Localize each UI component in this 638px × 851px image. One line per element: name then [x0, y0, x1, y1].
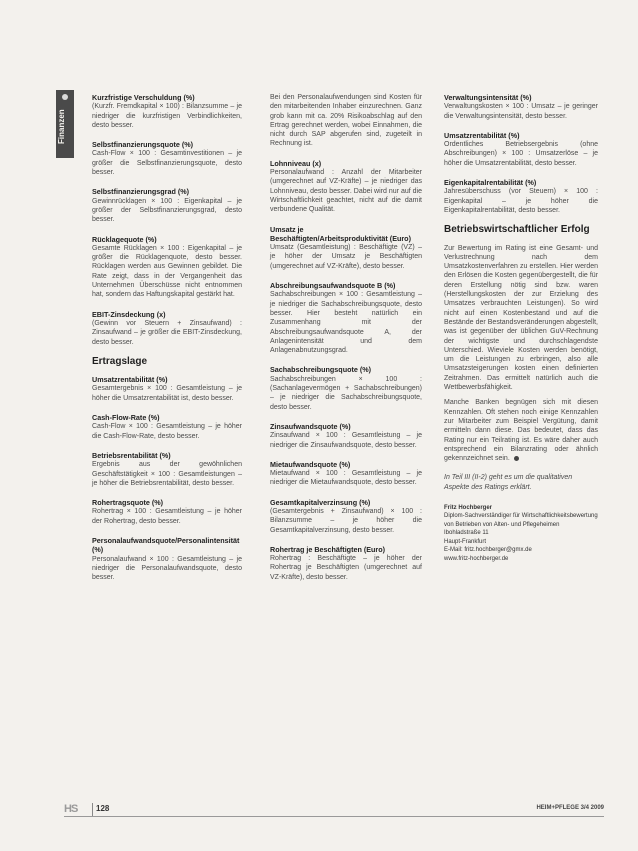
ratio-description: Zinsaufwand × 100 : Gesamtleistung – je niedriger die Zinsaufwandsquote, desto besser. — [270, 432, 422, 449]
ratio-block — [92, 93, 242, 130]
ratio-heading: Rohertragsquote (%) — [92, 498, 164, 508]
ratio-description: Cash-Flow × 100 : Gesamtinvestitionen – je größer die Selbstfinanzierungsquote, desto besser. — [92, 150, 242, 177]
paragraph-text: Zur Bewertung im Rating ist eine Gesamt- und Verlustrechnung nach dem Umsatzkostenverfahren zu erstellen. Hier werden den Erlösen die Kosten gegenübergestellt, die für deren Erstellung nötig sind bzw. waren (Herstellungskosten der zur Erzielung des Umsatzes verbrauchten Leistungen). So wird nicht auf einen Kostenbestand und auf die Bestände der Bestandsveränderungen abgestellt, was ist gegenüber der üblichen GuV-Rechnung der wichtigste und durchschlagendste Unterschied. Wieviele Kosten werden benötigt, um die Leistungen zu erbringen, also alle Umsatzsteigerungen kosten einen definierten Zeitrahmen. Das ermittelt natürlich auch die Wettbewerbsfähigkeit. — [444, 244, 598, 392]
paragraph-text: Manche Banken begnügen sich mit diesen Kennzahlen. Oft stehen noch einige Kennzahlen zur Mitarbeiter zum Beispiel Vergütung, damit ermitteln dann diese. Das bedeutet, dass das Rating nur ein Teilrating ist. Es wäre daher auch entsprechend ein Bilanzrating oder ähnlich gekennzeichnet sein. — [444, 399, 598, 463]
ratio-description: Sachabschreibungen × 100 : Gesamtleistung – je niedriger die Sachabschreibungsquote, desto besser. Hier besteht natürlich ein Zusammenhang mit der Abschreibungsaufwandsquote A, der Anlagenintensität und dem Anlagenabnutzungsgrad. — [270, 291, 422, 355]
ratio-description: Personalaufwand × 100 : Gesamtleistung – je niedriger die Personalaufwandsquote, desto besser. — [92, 555, 242, 582]
page-footer — [64, 803, 604, 817]
ratio-description: Jahresüberschuss (vor Steuern) × 100 : Eigenkapital – je höher die Eigenkapitalrentabilität, desto besser. — [444, 188, 598, 214]
section-tab-label: Finanzen — [57, 109, 66, 144]
ratio-block — [270, 460, 422, 488]
ratio-description: Mietaufwand × 100 : Gesamtleistung – je niedriger die Mietaufwandsquote, desto besser. — [270, 470, 422, 487]
ratio-heading: Kurzfristige Verschuldung (%) — [92, 93, 195, 102]
ratio-heading: Rücklagequote (%) — [92, 234, 157, 244]
ratio-description: Umsatz (Gesamtleistung) : Beschäftigte (VZ) – je höher der Umsatz je Beschäftigten (umgerechnet auf VZ-Kräfte), desto besser. — [270, 244, 422, 270]
ratio-block — [270, 281, 422, 355]
page-number: 128 — [96, 804, 110, 813]
ratio-block — [270, 498, 422, 535]
ratio-heading: Cash-Flow-Rate (%) — [92, 413, 160, 423]
column-1 — [92, 93, 242, 592]
ratio-description: Cash-Flow × 100 : Gesamtleistung – je höher die Cash-Flow-Rate, desto besser. — [92, 423, 242, 440]
ratio-block — [92, 310, 242, 347]
ratio-heading: EBIT-Zinsdeckung (x) — [92, 309, 166, 319]
ratio-block — [270, 225, 422, 271]
author-detail: www.fritz-hochberger.de — [444, 555, 509, 562]
section-tab — [56, 90, 74, 158]
ratio-description: (Kurzfr. Fremdkapital × 100) : Bilanzsumme – je niedriger die kurzfristigen Verbindlichkeiten, desto besser. — [92, 103, 242, 129]
magazine-logo: HS — [64, 803, 78, 815]
author-detail: Haupt-Frankfurt — [444, 538, 487, 545]
ratio-description: Ergebnis aus der gewöhnlichen Geschäftstätigkeit × 100 : Gesamtleistungen – je höher die Betriebsrentabilität, desto besser. — [92, 461, 242, 487]
ratio-heading: Eigenkapitalrentabilität (%) — [444, 178, 537, 188]
ratio-block — [444, 93, 598, 121]
ratio-heading: Selbstfinanzierungsquote (%) — [92, 140, 194, 150]
ratio-block — [270, 545, 422, 582]
author-name: Fritz Hochberger — [444, 504, 493, 511]
ratio-block — [270, 159, 422, 215]
section-heading: Ertragslage — [92, 355, 148, 367]
ratio-heading: Sachabschreibungsquote (%) — [270, 365, 372, 375]
ratio-heading: Rohertrag je Beschäftigten (Euro) — [270, 544, 386, 554]
ratio-heading: Verwaltungsintensität (%) — [444, 93, 532, 102]
column-2 — [270, 93, 422, 592]
footer-rule — [64, 816, 604, 817]
column-3 — [444, 93, 598, 563]
ratio-heading: Abschreibungsaufwandsquote B (%) — [270, 281, 396, 291]
ratio-heading: Umsatzrentabilität (%) — [444, 130, 520, 140]
ratio-description: Personalaufwand : Anzahl der Mitarbeiter (umgerechnet auf VZ-Kräfte) – je niedriger das Lohnniveau, desto besser. Dabei wird nur auf die Wirtschaftlichkeit geachtet, nicht auf die damit verbundene Qualität. — [270, 169, 422, 214]
footer-divider — [92, 803, 93, 817]
tab-dot-icon — [62, 94, 68, 100]
ratio-block — [92, 375, 242, 403]
ratio-block — [92, 235, 242, 300]
continuation-note: In Teil III (II-2) geht es um die qualitativen Aspekte des Ratings erklärt. — [444, 474, 573, 491]
body-paragraph — [444, 244, 598, 393]
ratio-heading: Selbstfinanzierungsgrad (%) — [92, 187, 190, 197]
ratio-description: (Gesamtergebnis + Zinsaufwand) × 100 : Bilanzsumme – je höher die Gesamtkapitalverzinsung, desto besser. — [270, 507, 422, 534]
ratio-block — [92, 140, 242, 177]
ratio-block — [444, 131, 598, 168]
author-detail: Ibohladstraße 11 — [444, 530, 489, 537]
author-detail: Diplom-Sachverständiger für Wirtschaftlichkeitsbewertung von Betrieben von Alten- und Pflegeheimen — [444, 513, 598, 528]
author-box — [444, 504, 598, 564]
ratio-block — [92, 498, 242, 526]
author-detail: E-Mail: fritz.hochberger@gmx.de — [444, 547, 532, 554]
ratio-heading: Gesamtkapitalverzinsung (%) — [270, 497, 371, 507]
section-heading: Betriebswirtschaftlicher Erfolg — [444, 224, 590, 236]
publication-info: HEIM+PFLEGE 3/4 2009 — [536, 805, 604, 811]
ratio-block — [444, 178, 598, 215]
ratio-heading: Umsatz je Beschäftigten/Arbeitsproduktivität (Euro) — [270, 224, 411, 243]
ratio-description: Rohertrag × 100 : Gesamtleistung – je höher der Rohertrag, desto besser. — [92, 508, 242, 525]
ratio-block — [92, 413, 242, 441]
ratio-block — [92, 536, 242, 582]
ratio-description: Gesamtergebnis × 100 : Gesamtleistung – je höher die Umsatzrentabilität ist, desto besser. — [92, 385, 242, 402]
ratio-description: Gesamte Rücklagen × 100 : Eigenkapital – je größer die Rücklagenquote, desto besser. Rücklagen werden aus Gewinnen gebildet. Die Rate zeigt, dass in der Vergangenheit das Unternehmen Überschüsse nicht entnommen hat, sondern das Haftungskapital gestärkt hat. — [92, 244, 242, 299]
body-paragraph — [444, 398, 598, 463]
ratio-heading: Lohnniveau (x) — [270, 158, 322, 168]
intro-text: Bei den Personalaufwendungen sind Kosten für den mitarbeitenden Inhaber einzurechnen. Ganz grob kann mit ca. 20% Risikoabschlag auf den Ertrag gerechnet werden, wobei Einnahmen, die nicht durch SAP abgerufen sind, zugeteilt in Rechnung ist. — [270, 94, 422, 148]
ratio-block — [92, 451, 242, 488]
ratio-description: Rohertrag : Beschäftigte – je höher der Rohertrag je Beschäftigten (umgerechnet auf VZ-Kräfte), desto besser. — [270, 555, 422, 581]
ratio-description: Verwaltungskosten × 100 : Umsatz – je geringer die Verwaltungsintensität, desto besser. — [444, 103, 598, 120]
ratio-block — [92, 187, 242, 224]
end-mark-icon — [514, 456, 519, 461]
ratio-description: Ordentliches Betriebsergebnis (ohne Abschreibungen) × 100 : Umsatzerlöse – je höher die Umsatzrentabilität, desto besser. — [444, 141, 598, 167]
ratio-description: (Gewinn vor Steuern + Zinsaufwand) : Zinsaufwand – je größer die EBIT-Zinsdeckung, desto besser. — [92, 319, 242, 346]
ratio-description: Sachabschreibungen × 100 : (Sachanlagevermögen + Sachabschreibungen) – je niedriger die Sachabschreibungsquote, desto besser. — [270, 375, 422, 411]
ratio-heading: Zinsaufwandsquote (%) — [270, 421, 351, 431]
ratio-block — [270, 365, 422, 411]
ratio-heading: Mietaufwandsquote (%) — [270, 459, 351, 469]
ratio-description: Gewinnrücklagen × 100 : Eigenkapital – je größer der Selbstfinanzierungsgrad, desto besser. — [92, 197, 242, 224]
ratio-heading: Umsatzrentabilität (%) — [92, 375, 168, 385]
ratio-block — [270, 422, 422, 450]
ratio-heading: Personalaufwandsquote/Personalintensität (%) — [92, 535, 240, 555]
ratio-heading: Betriebsrentabilität (%) — [92, 450, 171, 460]
